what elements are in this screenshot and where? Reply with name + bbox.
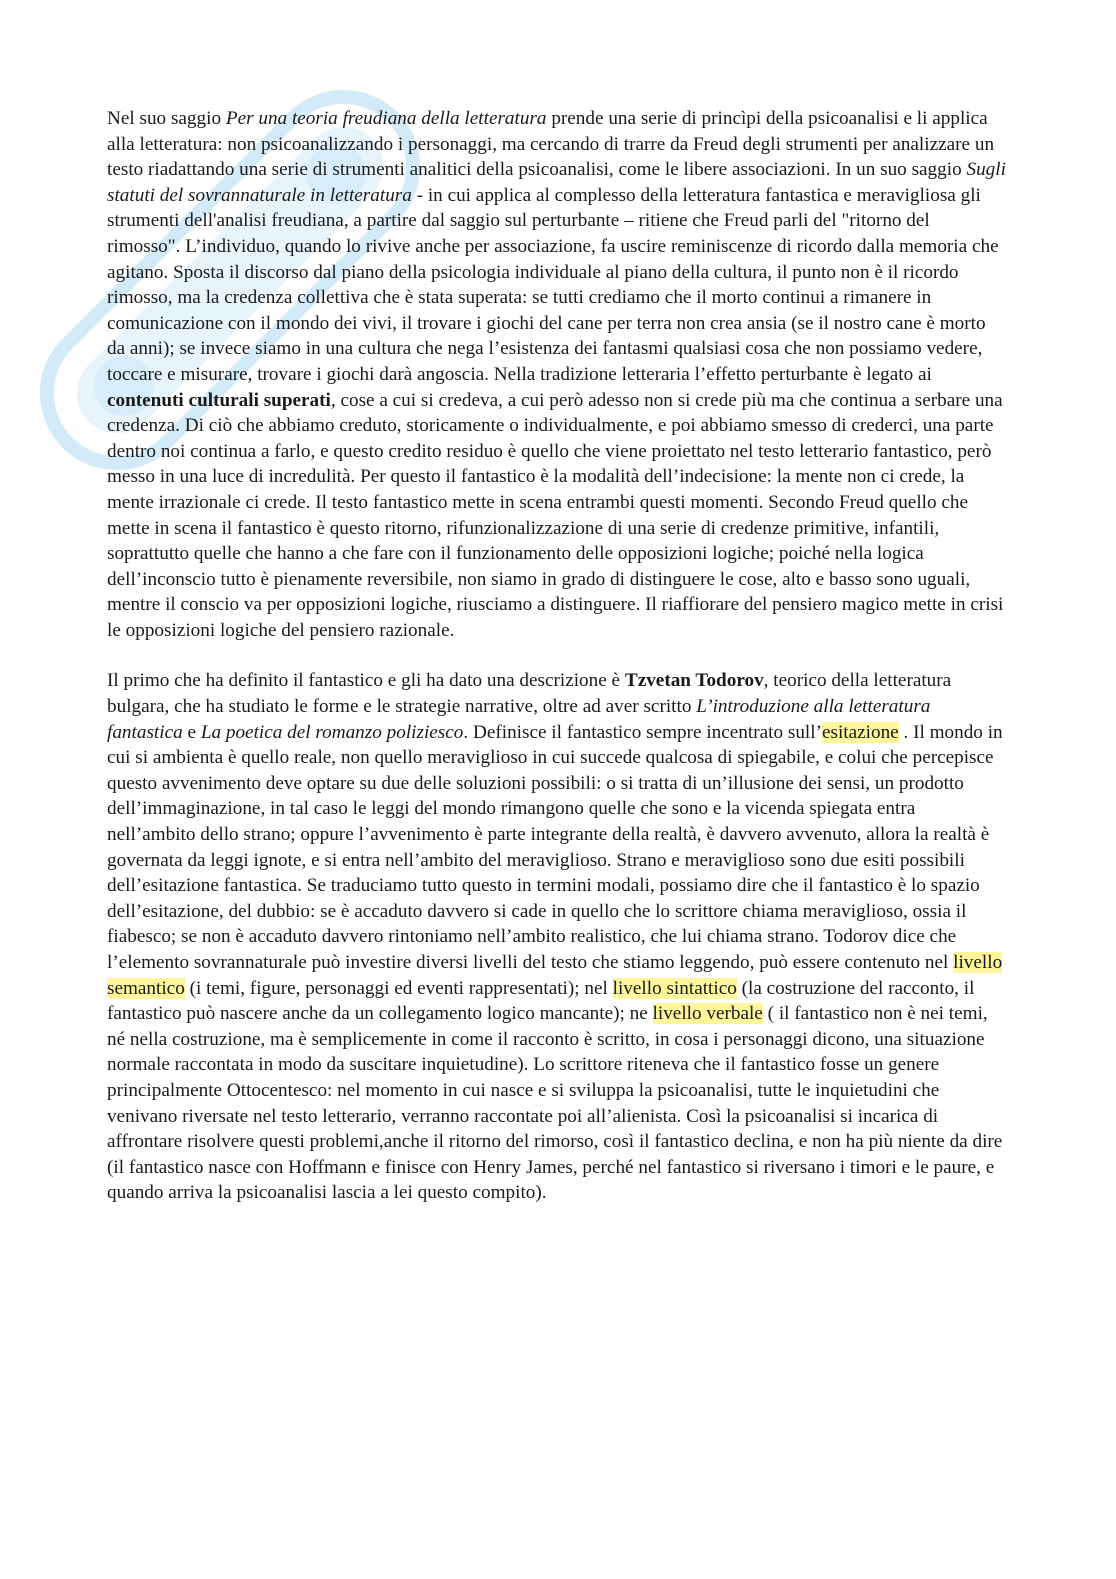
highlighted-term: livello verbale — [652, 1003, 763, 1025]
bold-term: Tzvetan Todorov — [624, 670, 764, 692]
highlighted-term: livello sintattico — [612, 977, 737, 999]
paragraph-todorov: Il primo che ha definito il fantastico e gli ha dato una descrizione è Tzvetan Todorov, teorico della letteratura bulgara, che ha studiato le forme e le strategie narrative, oltre ad aver scritto L’introduzione alla letteratura fantastica e La poetica del romanzo poliziesco. Definisce il fantastico sempre incentrato sull’esitazione . Il mondo in cui si ambienta è quello reale, non quello meraviglioso in cui succede qualcosa di spiegabile, e colui che percepisce questo avvenimento deve optare su due delle soluzioni possibili: o si tratta di un’illusione dei sensi, un prodotto dell’immaginazione, in tal caso le leggi del mondo rimangono quelle che sono e la vicenda spiegata entra nell’ambito dello strano; oppure l’avvenimento è parte integrante della realtà, è davvero avvenuto, allora la realtà è governata da leggi ignote, e si entra nell’ambito del meraviglioso. Strano e meraviglioso sono due esiti possibili dell’esitazione fantastica. Se traduciamo tutto questo in termini modali, possiamo dire che il fantastico è lo spazio dell’esitazione, del dubbio: se è accaduto davvero si cade in quello che lo scrittore chiama meraviglioso, ossia il fiabesco; se non è accaduto davvero rintoniamo nell’ambito realistico, che lui chiama strano. Todorov dice che l’elemento sovrannaturale può investire diversi livelli del testo che stiamo leggendo, può essere contenuto nel livello semantico (i temi, figure, personaggi ed eventi rappresentati); nel livello sintattico (la costruzione del racconto, il fantastico può nascere anche da un collegamento logico mancante); ne livello verbale ( il fantastico non è nei temi, né nella costruzione, ma è semplicemente in come il racconto è scritto, in cosa i personaggi dicono, una situazione normale raccontata in modo da suscitare inquietudine). Lo scrittore riteneva che il fantastico fosse un genere principalmente Ottocentesco: nel momento in cui nasce e si sviluppa la psicoanalisi, tutte le inquietudini che venivano riversate nel testo letterario, verranno raccontate poi all’alienista. Così la psicoanalisi si incarica di affrontare risolvere questi problemi,anche il ritorno del rimorso, così il fantastico declina, e non ha più niente da dire (il fantastico nasce con Hoffmann e finisce con Henry James, perché nel fantastico si riversano i timori e le paure, e quando arriva la psicoanalisi lascia a lei questo compito). — [107, 670, 1003, 1204]
paragraph-freud: Nel suo saggio Per una teoria freudiana della letteratura prende una serie di princìpi della psicoanalisi e li applica alla letteratura: non psicoanalizzando i personaggi, ma cercando di trarre da Freud degli strumenti per analizzare un testo riadattando una serie di strumenti analitici della psicoanalisi, come le libere associazioni. In un suo saggio Sugli statuti del sovrannaturale in letteratura - in cui applica al complesso della letteratura fantastica e meravigliosa gli strumenti dell'analisi freudiana, a partire dal saggio sul perturbante – ritiene che Freud parli del "ritorno del rimosso". L’individuo, quando lo rivive anche per associazione, fa uscire reminiscenze di ricordo dalla memoria che agitano. Sposta il discorso dal piano della psicologia individuale al piano della cultura, il punto non è il ricordo rimosso, ma la credenza collettiva che è stata superata: se tutti crediamo che il morto continui a rimanere in comunicazione con il mondo dei vivi, il trovare i giochi del cane per terra non crea ansia (se il nostro cane è morto da anni); se invece siamo in una cultura che nega l’esistenza dei fantasmi qualsiasi cosa che non possiamo vedere, toccare e misurare, trovare i giochi darà angoscia. Nella tradizione letteraria l’effetto perturbante è legato ai contenuti culturali superati, cose a cui si credeva, a cui però adesso non si crede più ma che continua a serbare una credenza. Di ciò che abbiamo creduto, storicamente o individualmente, e poi abbiamo smesso di crederci, una parte dentro noi continua a farlo, e questo credito residuo è quello che viene proiettato nel testo letterario fantastico, però messo in una luce di incredulità. Per questo il fantastico è la modalità dell’indecisione: la mente non ci crede, la mente irrazionale ci crede. Il testo fantastico mette in scena entrambi questi momenti. Secondo Freud quello che mette in scena il fantastico è questo ritorno, rifunzionalizzazione di una serie di credenze primitive, infantili, soprattutto quelle che hanno a che fare con il funzionamento delle opposizioni logiche; poiché nella logica dell’inconscio tutto è pienamente reversibile, non siamo in grado di distinguere le cose, alto e basso sono uguali, mentre il conscio va per opposizioni logiche, riusciamo a distinguere. Il riaffiorare del pensiero magico mette in crisi le opposizioni logiche del pensiero razionale. — [107, 108, 1006, 641]
book-title: L’introduzione alla letteratura fantastica — [107, 696, 931, 743]
highlighted-term: esitazione — [821, 721, 899, 743]
book-title: La poetica del romanzo poliziesco — [200, 721, 464, 743]
document-body — [107, 106, 1007, 1206]
bold-term: contenuti culturali superati — [107, 389, 331, 411]
highlighted-term: livello semantico — [107, 952, 1003, 999]
book-title: Sugli statuti del sovrannaturale in letteratura — [107, 159, 1006, 206]
book-title: Per una teoria freudiana della letteratura — [225, 108, 547, 129]
